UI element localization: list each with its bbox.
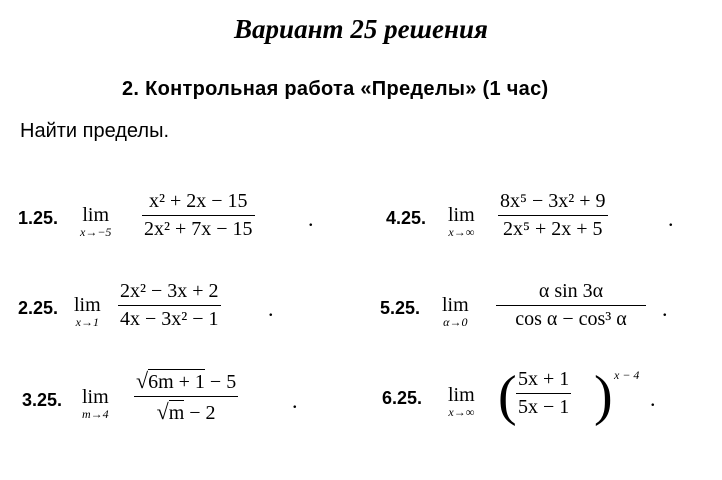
page-title: Вариант 25 решения xyxy=(234,14,488,44)
denominator: 4x − 3x² − 1 xyxy=(120,308,219,330)
problem-5 xyxy=(380,280,680,340)
section-heading: 2. Контрольная работа «Пределы» (1 час) xyxy=(122,78,549,100)
limit-operator xyxy=(448,384,475,420)
limit-subscript: m→4 xyxy=(82,407,109,421)
problem-number: 3.25. xyxy=(22,390,63,410)
denominator: 2x² + 7x − 15 xyxy=(144,218,253,240)
period: . xyxy=(268,296,274,321)
limit-subscript: x→1 xyxy=(75,315,99,329)
problem-number: 2.25. xyxy=(18,298,59,318)
radical-sign-icon: √ xyxy=(156,399,169,424)
numerator: 2x² − 3x + 2 xyxy=(120,280,219,302)
problem-number: 1.25. xyxy=(18,208,59,228)
period: . xyxy=(292,388,298,413)
period: . xyxy=(650,386,656,411)
numerator xyxy=(134,368,238,396)
denominator: 5x − 1 xyxy=(518,396,570,418)
lim-word: lim xyxy=(82,204,110,226)
denominator xyxy=(134,397,238,425)
denominator: 2x⁵ + 2x + 5 xyxy=(503,218,603,240)
numerator: 5x + 1 xyxy=(518,368,570,390)
period: . xyxy=(668,206,674,231)
problem-3 xyxy=(22,368,322,428)
limit-operator xyxy=(448,204,475,240)
lim-word: lim xyxy=(448,384,475,406)
sqrt xyxy=(157,399,185,425)
fraction xyxy=(516,368,571,419)
numerator: α sin 3α xyxy=(538,280,604,302)
lim-word: lim xyxy=(448,204,475,226)
fraction xyxy=(496,280,646,331)
problem-6 xyxy=(382,366,682,426)
problem-number: 6.25. xyxy=(382,388,423,408)
fraction xyxy=(142,190,255,241)
problem-number: 4.25. xyxy=(386,208,427,228)
fraction xyxy=(498,190,608,241)
fraction xyxy=(134,368,238,425)
numerator: x² + 2x − 15 xyxy=(149,190,248,212)
lim-word: lim xyxy=(82,386,109,408)
limit-subscript: x→∞ xyxy=(448,405,475,419)
sqrt xyxy=(136,368,205,394)
period: . xyxy=(308,206,314,231)
limit-operator xyxy=(74,294,101,330)
problem-2 xyxy=(18,280,348,340)
limit-subscript: x→−5 xyxy=(80,225,112,239)
left-paren: ( xyxy=(498,365,517,427)
limit-operator xyxy=(80,204,111,240)
denominator-rest: − 2 xyxy=(184,402,216,424)
problem-number: 5.25. xyxy=(380,298,421,318)
lim-word: lim xyxy=(442,294,469,316)
limit-operator xyxy=(82,386,109,422)
lim-word: lim xyxy=(74,294,101,316)
radical-sign-icon: √ xyxy=(136,368,149,393)
instruction-text: Найти пределы. xyxy=(20,120,169,142)
right-paren: ) xyxy=(594,365,613,427)
limit-subscript: x→∞ xyxy=(448,225,475,239)
denominator: cos α − cos³ α xyxy=(515,308,627,330)
radicand: 6m + 1 xyxy=(148,371,205,393)
limit-subscript: α→0 xyxy=(443,315,468,329)
numerator-rest: − 5 xyxy=(204,371,237,393)
fraction xyxy=(118,280,221,331)
exponent: x − 4 xyxy=(614,368,640,382)
numerator: 8x⁵ − 3x² + 9 xyxy=(500,190,606,212)
period: . xyxy=(662,296,668,321)
problem-1 xyxy=(18,190,348,250)
problem-4 xyxy=(386,190,686,250)
limit-operator xyxy=(442,294,469,330)
radicand: m xyxy=(168,402,185,424)
